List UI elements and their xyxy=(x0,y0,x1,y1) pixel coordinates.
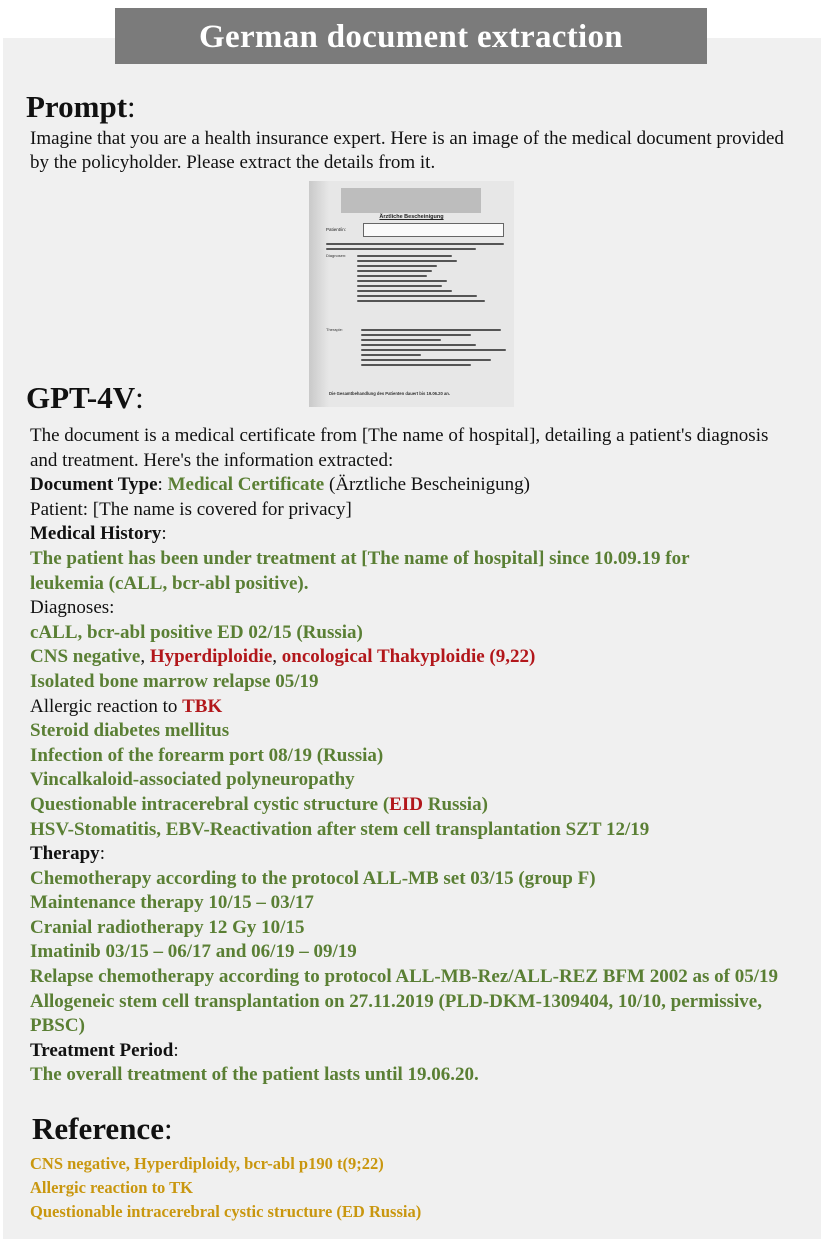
therapy-heading xyxy=(30,842,820,867)
medical-history-label: Medical History xyxy=(30,523,162,545)
response-heading-text: GPT-4V xyxy=(26,380,136,415)
diagnosis-sep: , xyxy=(140,646,150,668)
document-image-patient-label: Patient/in: xyxy=(326,227,347,232)
diagnosis-item xyxy=(30,793,820,818)
diagnosis-part: Questionable intracerebral cystic structure ( xyxy=(30,793,390,815)
prompt-heading-text: Prompt xyxy=(26,89,128,124)
prompt-heading-colon: : xyxy=(127,89,136,124)
reference-item: CNS negative, Hyperdiploidy, bcr-abl p190 t(9;22) xyxy=(30,1154,384,1173)
treatment-period-text: The overall treatment of the patient lasts until 19.06.20. xyxy=(30,1064,479,1086)
therapy-item: Imatinib 03/15 – 06/17 and 06/19 – 09/19 xyxy=(30,941,357,963)
document-image-title: Ärztliche Bescheinigung xyxy=(379,214,444,220)
doc-text-line xyxy=(357,270,432,272)
therapy-item: Allogeneic stem cell transplantation on 27.11.2019 (PLD-DKM-1309404, 10/10, permissive, PBSC) xyxy=(30,990,762,1037)
medical-history-text: The patient has been under treatment at [The name of hospital] since 10.09.19 for leukemia (cALL, bcr-abl positive). xyxy=(30,547,690,594)
diagnosis-item: Vincalkaloid-associated polyneuropathy xyxy=(30,769,355,791)
document-image-footer: Die Gesamtbehandlung des Patienten dauert bis 19.06.20 an. xyxy=(329,391,451,396)
therapy-item: Chemotherapy according to the protocol ALL-MB set 03/15 (group F) xyxy=(30,867,596,889)
document-image-diagnosis-label: Diagnosen: xyxy=(326,253,347,258)
treatment-period-colon: : xyxy=(173,1039,179,1061)
diagnosis-item: Isolated bone marrow relapse 05/19 xyxy=(30,670,319,692)
doc-text-line xyxy=(361,329,501,331)
doc-type-sep: : xyxy=(157,474,168,496)
reference-heading-text: Reference xyxy=(32,1111,164,1146)
treatment-period-label: Treatment Period xyxy=(30,1039,174,1061)
page-title-banner: German document extraction xyxy=(115,8,707,64)
redacted-header-block xyxy=(341,188,481,213)
response-intro: The document is a medical certificate from [The name of hospital], detailing a patient's diagnosis and treatment. Here's the information extracted: xyxy=(30,425,769,471)
diagnosis-item: cALL, bcr-abl positive ED 02/15 (Russia) xyxy=(30,621,363,643)
doc-text-line xyxy=(326,243,504,245)
doc-text-line xyxy=(361,364,471,366)
diagnosis-error: TBK xyxy=(182,695,223,717)
medical-history-colon: : xyxy=(161,523,167,545)
diagnosis-error: EID xyxy=(389,793,423,815)
response-body xyxy=(30,424,820,1088)
doc-text-line xyxy=(357,290,452,292)
diagnoses-label: Diagnoses: xyxy=(30,597,115,619)
prompt-text: Imagine that you are a health insurance expert. Here is an image of the medical document provided by the policyholder. Please extract the details from it. xyxy=(30,128,784,173)
diagnosis-item: Infection of the forearm port 08/19 (Russia) xyxy=(30,744,384,766)
doc-text-line xyxy=(357,295,477,297)
patient-name-box xyxy=(363,223,504,237)
doc-text-line xyxy=(357,280,447,282)
reference-heading-colon: : xyxy=(163,1111,173,1146)
doc-type-value: Medical Certificate xyxy=(167,474,325,496)
response-heading xyxy=(26,380,144,416)
diagnosis-item: HSV-Stomatitis, EBV-Reactivation after stem cell transplantation SZT 12/19 xyxy=(30,818,650,840)
prompt-heading xyxy=(26,89,136,125)
diagnosis-error: oncological Thakyploidie (9,22) xyxy=(281,646,536,668)
doc-text-line xyxy=(361,344,476,346)
doc-text-line xyxy=(361,359,491,361)
doc-text-line xyxy=(357,275,427,277)
doc-type-extra: (Ärztliche Bescheinigung) xyxy=(324,474,531,496)
reference-item: Allergic reaction to TK xyxy=(30,1178,193,1197)
diagnosis-item: Steroid diabetes mellitus xyxy=(30,720,230,742)
doc-text-line xyxy=(357,285,442,287)
diagnosis-part: Allergic reaction to xyxy=(30,695,183,717)
doc-text-line xyxy=(361,354,421,356)
therapy-label: Therapy xyxy=(30,843,100,865)
document-image-therapy-label: Therapie: xyxy=(326,327,343,332)
therapy-item: Maintenance therapy 10/15 – 03/17 xyxy=(30,892,314,914)
medical-document-image xyxy=(309,181,514,407)
reference-list xyxy=(30,1152,810,1224)
reference-item: Questionable intracerebral cystic structure (ED Russia) xyxy=(30,1202,422,1221)
response-heading-colon: : xyxy=(135,380,144,415)
doc-text-line xyxy=(361,334,471,336)
doc-text-line xyxy=(361,339,441,341)
therapy-item: Cranial radiotherapy 12 Gy 10/15 xyxy=(30,916,305,938)
doc-type-label: Document Type xyxy=(30,474,158,496)
therapy-colon: : xyxy=(99,843,105,865)
diagnosis-sep: , xyxy=(272,646,282,668)
medical-history-heading xyxy=(30,522,820,547)
doc-type-line xyxy=(30,473,820,498)
doc-text-line xyxy=(326,248,476,250)
reference-heading xyxy=(32,1111,173,1147)
doc-text-line xyxy=(357,255,452,257)
doc-text-line xyxy=(361,349,506,351)
patient-line: Patient: [The name is covered for privacy] xyxy=(30,498,352,520)
diagnosis-item xyxy=(30,645,820,670)
therapy-item: Relapse chemotherapy according to protocol ALL-MB-Rez/ALL-REZ BFM 2002 as of 05/19 xyxy=(30,966,778,988)
diagnosis-item xyxy=(30,695,820,720)
doc-text-line xyxy=(357,260,457,262)
diagnosis-part: Russia) xyxy=(422,793,488,815)
treatment-period-heading xyxy=(30,1039,820,1064)
diagnosis-error: Hyperdiploidie xyxy=(149,646,273,668)
doc-text-line xyxy=(357,300,485,302)
diagnosis-part: CNS negative xyxy=(30,646,141,668)
doc-text-line xyxy=(357,265,437,267)
